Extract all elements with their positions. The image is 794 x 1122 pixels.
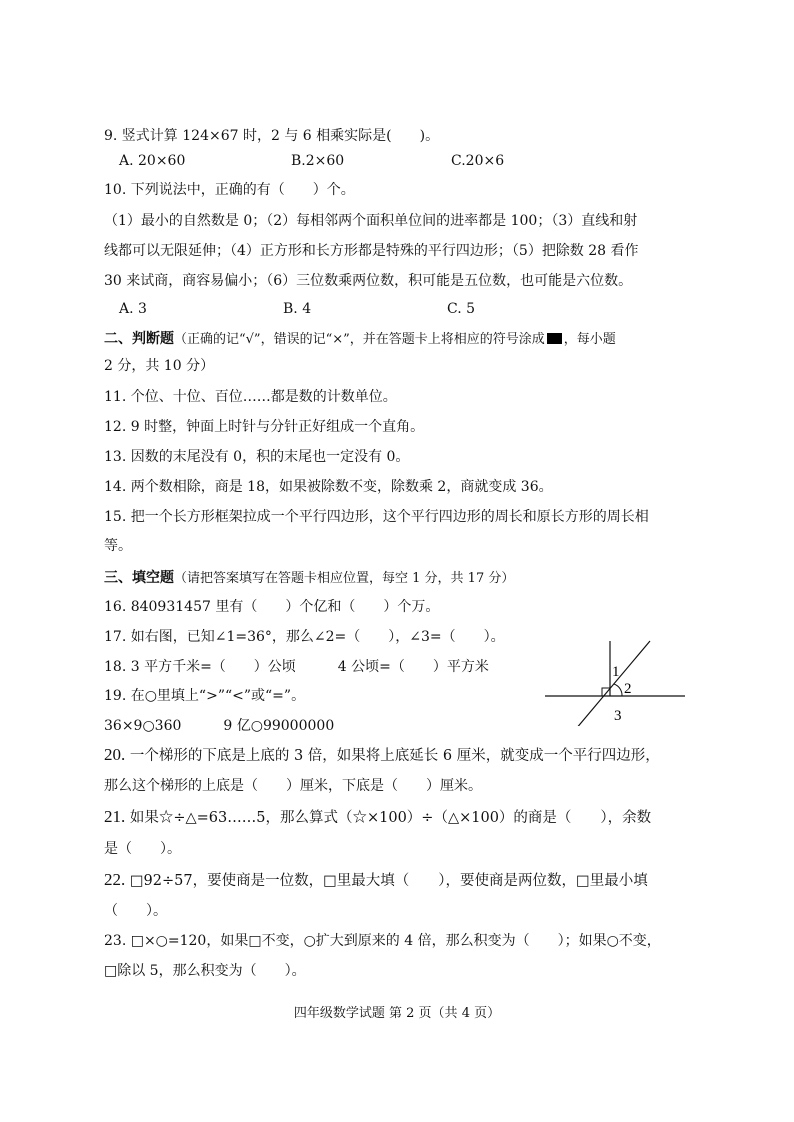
question-20 — [104, 746, 660, 765]
question-10-line-3: 30 来试商，商容易偏小；（6）三位数乘两位数，积可能是五位数，也可能是六位数。 — [104, 273, 633, 289]
question-16: 16. 840931457 里有（ ）个亿和（ ）个万。 — [104, 599, 440, 615]
question-19: 19. 在○里填上“>”“<”或“=”。 — [104, 688, 306, 704]
question-15-cont: 等。 — [104, 538, 132, 554]
question-17: 17. 如右图，已知∠1=36°，那么∠2=（ ），∠3=（ ）。 — [104, 629, 505, 645]
question-20-line-2: 那么这个梯形的上底是（ ）厘米，下底是（ ）厘米。 — [104, 778, 482, 794]
section-2-note: （正确的记“√”，错误的记“×”，并在答题卡上将相应的符号涂成 — [174, 332, 545, 347]
question-12: 12. 9 时整，钟面上时针与分针正好组成一个直角。 — [104, 419, 425, 435]
option-b: B.2×60 — [291, 153, 345, 169]
question-22-number: 22. — [104, 870, 126, 889]
option-a: A. 20×60 — [119, 153, 186, 169]
question-23-line-1: 23. □×○=120，如果□不变，○扩大到原来的 4 倍，那么积变为（ ）；如果○不变， — [104, 933, 661, 949]
section-2-title: 二、判断题 — [104, 331, 174, 347]
option-c: C.20×6 — [451, 153, 505, 169]
angle-label-3: 3 — [614, 708, 622, 724]
question-20-number: 20. — [104, 745, 126, 764]
section-3-title: 三、填空题 — [104, 570, 174, 586]
option-b: B. 4 — [283, 301, 312, 317]
question-14: 14. 两个数相除，商是 18，如果被除数不变，除数乘 2，商就变成 36。 — [104, 479, 553, 495]
option-c: C. 5 — [447, 301, 476, 317]
angle-label-1: 1 — [612, 664, 620, 680]
question-22 — [104, 871, 648, 890]
question-13: 13. 因数的末尾没有 0，积的末尾也一定没有 0。 — [104, 449, 410, 465]
angle-arc — [614, 684, 622, 696]
question-23-line-2: □除以 5，那么积变为（ ）。 — [104, 963, 306, 979]
section-3-header — [104, 567, 514, 587]
question-15: 15. 把一个长方形框架拉成一个平行四边形，这个平行四边形的周长和原长方形的周长相 — [104, 509, 649, 525]
question-18: 18. 3 平方千米=（ ）公顷 4 公顷=（ ）平方米 — [104, 659, 489, 675]
question-20-line-1: 一个梯形的下底是上底的 3 倍，如果将上底延长 6 厘米，就变成一个平行四边形， — [129, 748, 660, 764]
question-21-line-2: 是（ ）。 — [104, 841, 181, 857]
question-21-line-1: 如果☆÷△=63……5，那么算式（☆×100）÷（△×100）的商是（ ），余数 — [129, 810, 652, 826]
question-11: 11. 个位、十位、百位……都是数的计数单位。 — [104, 389, 397, 405]
question-10-line-2: 线都可以无限延伸；（4）正方形和长方形都是特殊的平行四边形；（5）把除数 28 看作 — [104, 243, 639, 259]
option-a: A. 3 — [119, 301, 147, 317]
question-22-line-2: （ ）。 — [104, 903, 167, 919]
angle-label-2: 2 — [624, 681, 632, 697]
filled-box-icon — [547, 333, 562, 344]
section-2-note-line-2: 2 分，共 10 分） — [104, 358, 215, 374]
question-19-items: 36×9○360 9 亿○99000000 — [104, 718, 335, 734]
page-footer: 四年级数学试题 第 2 页（共 4 页） — [293, 1006, 501, 1021]
section-3-note: （请把答案填写在答题卡相应位置，每空 1 分，共 17 分） — [174, 571, 515, 586]
section-2-note-tail: ，每小题 — [563, 332, 616, 347]
question-10: 10. 下列说法中，正确的有（ ）个。 — [104, 182, 355, 198]
question-9: 9. 竖式计算 124×67 时，2 与 6 相乘实际是( )。 — [104, 128, 440, 144]
question-10-line-1: （1）最小的自然数是 0；（2）每相邻两个面积单位间的进率都是 100；（3）直线和射 — [104, 213, 638, 229]
question-21 — [104, 808, 651, 827]
question-21-number: 21. — [104, 807, 126, 826]
section-2-header — [104, 328, 616, 348]
question-22-line-1: □92÷57，要使商是一位数，□里最大填（ ），要使商是两位数，□里最小填 — [129, 873, 648, 889]
angle-figure — [540, 636, 690, 726]
